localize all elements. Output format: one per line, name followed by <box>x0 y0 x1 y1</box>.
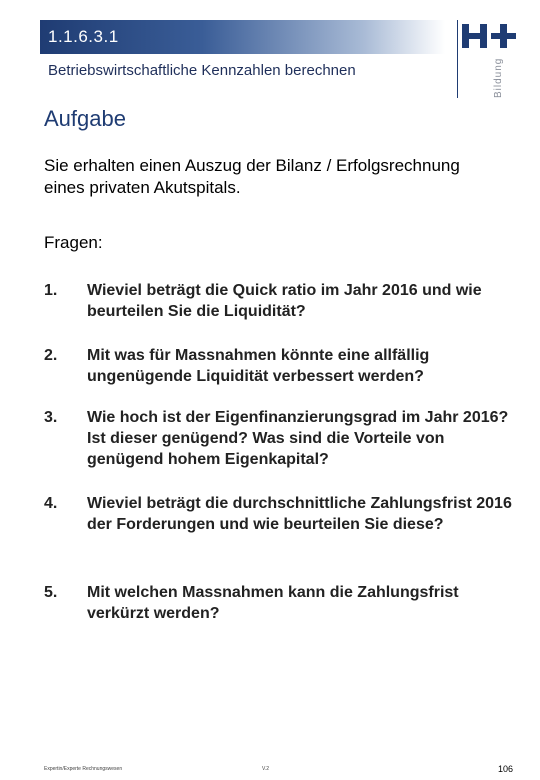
question-number: 1. <box>44 282 58 299</box>
footer-version: V.2 <box>262 766 270 772</box>
question-text: Wie hoch ist der Eigenfinanzierungsgrad im Jahr 2016? Ist dieser genügend? Was sind die Vorteile von genügend hohem Eigenkapital? <box>87 409 509 468</box>
question-number: 5. <box>44 584 58 601</box>
questions-label: Fragen: <box>44 233 103 252</box>
section-subtitle: Betriebswirtschaftliche Kennzahlen berechnen <box>48 62 356 79</box>
question-text: Mit welchen Massnahmen kann die Zahlungsfrist verkürzt werden? <box>87 584 459 622</box>
question-text: Wieviel beträgt die durchschnittliche Zahlungsfrist 2016 der Forderungen und wie beurteilen Sie diese? <box>87 495 512 533</box>
header-divider <box>457 20 458 98</box>
question-number: 4. <box>44 495 58 512</box>
hplus-logo-icon <box>460 22 516 50</box>
intro-text: Sie erhalten einen Auszug der Bilanz / Erfolgsrechnung eines privaten Akutspitals. <box>44 156 460 197</box>
page-heading: Aufgabe <box>44 106 126 131</box>
question-number: 3. <box>44 409 58 426</box>
page-number: 106 <box>498 764 514 774</box>
section-number: 1.1.6.3.1 <box>48 27 119 46</box>
question-text: Wieviel beträgt die Quick ratio im Jahr 2016 und wie beurteilen Sie die Liquidität? <box>87 282 482 320</box>
logo-word: Bildung <box>493 57 504 99</box>
question-number: 2. <box>44 347 58 364</box>
footer-course: Expertin/Experte Rechnungswesen <box>44 766 123 772</box>
question-text: Mit was für Massnahmen könnte eine allfällig ungenügende Liquidität verbessert werden? <box>87 347 430 385</box>
